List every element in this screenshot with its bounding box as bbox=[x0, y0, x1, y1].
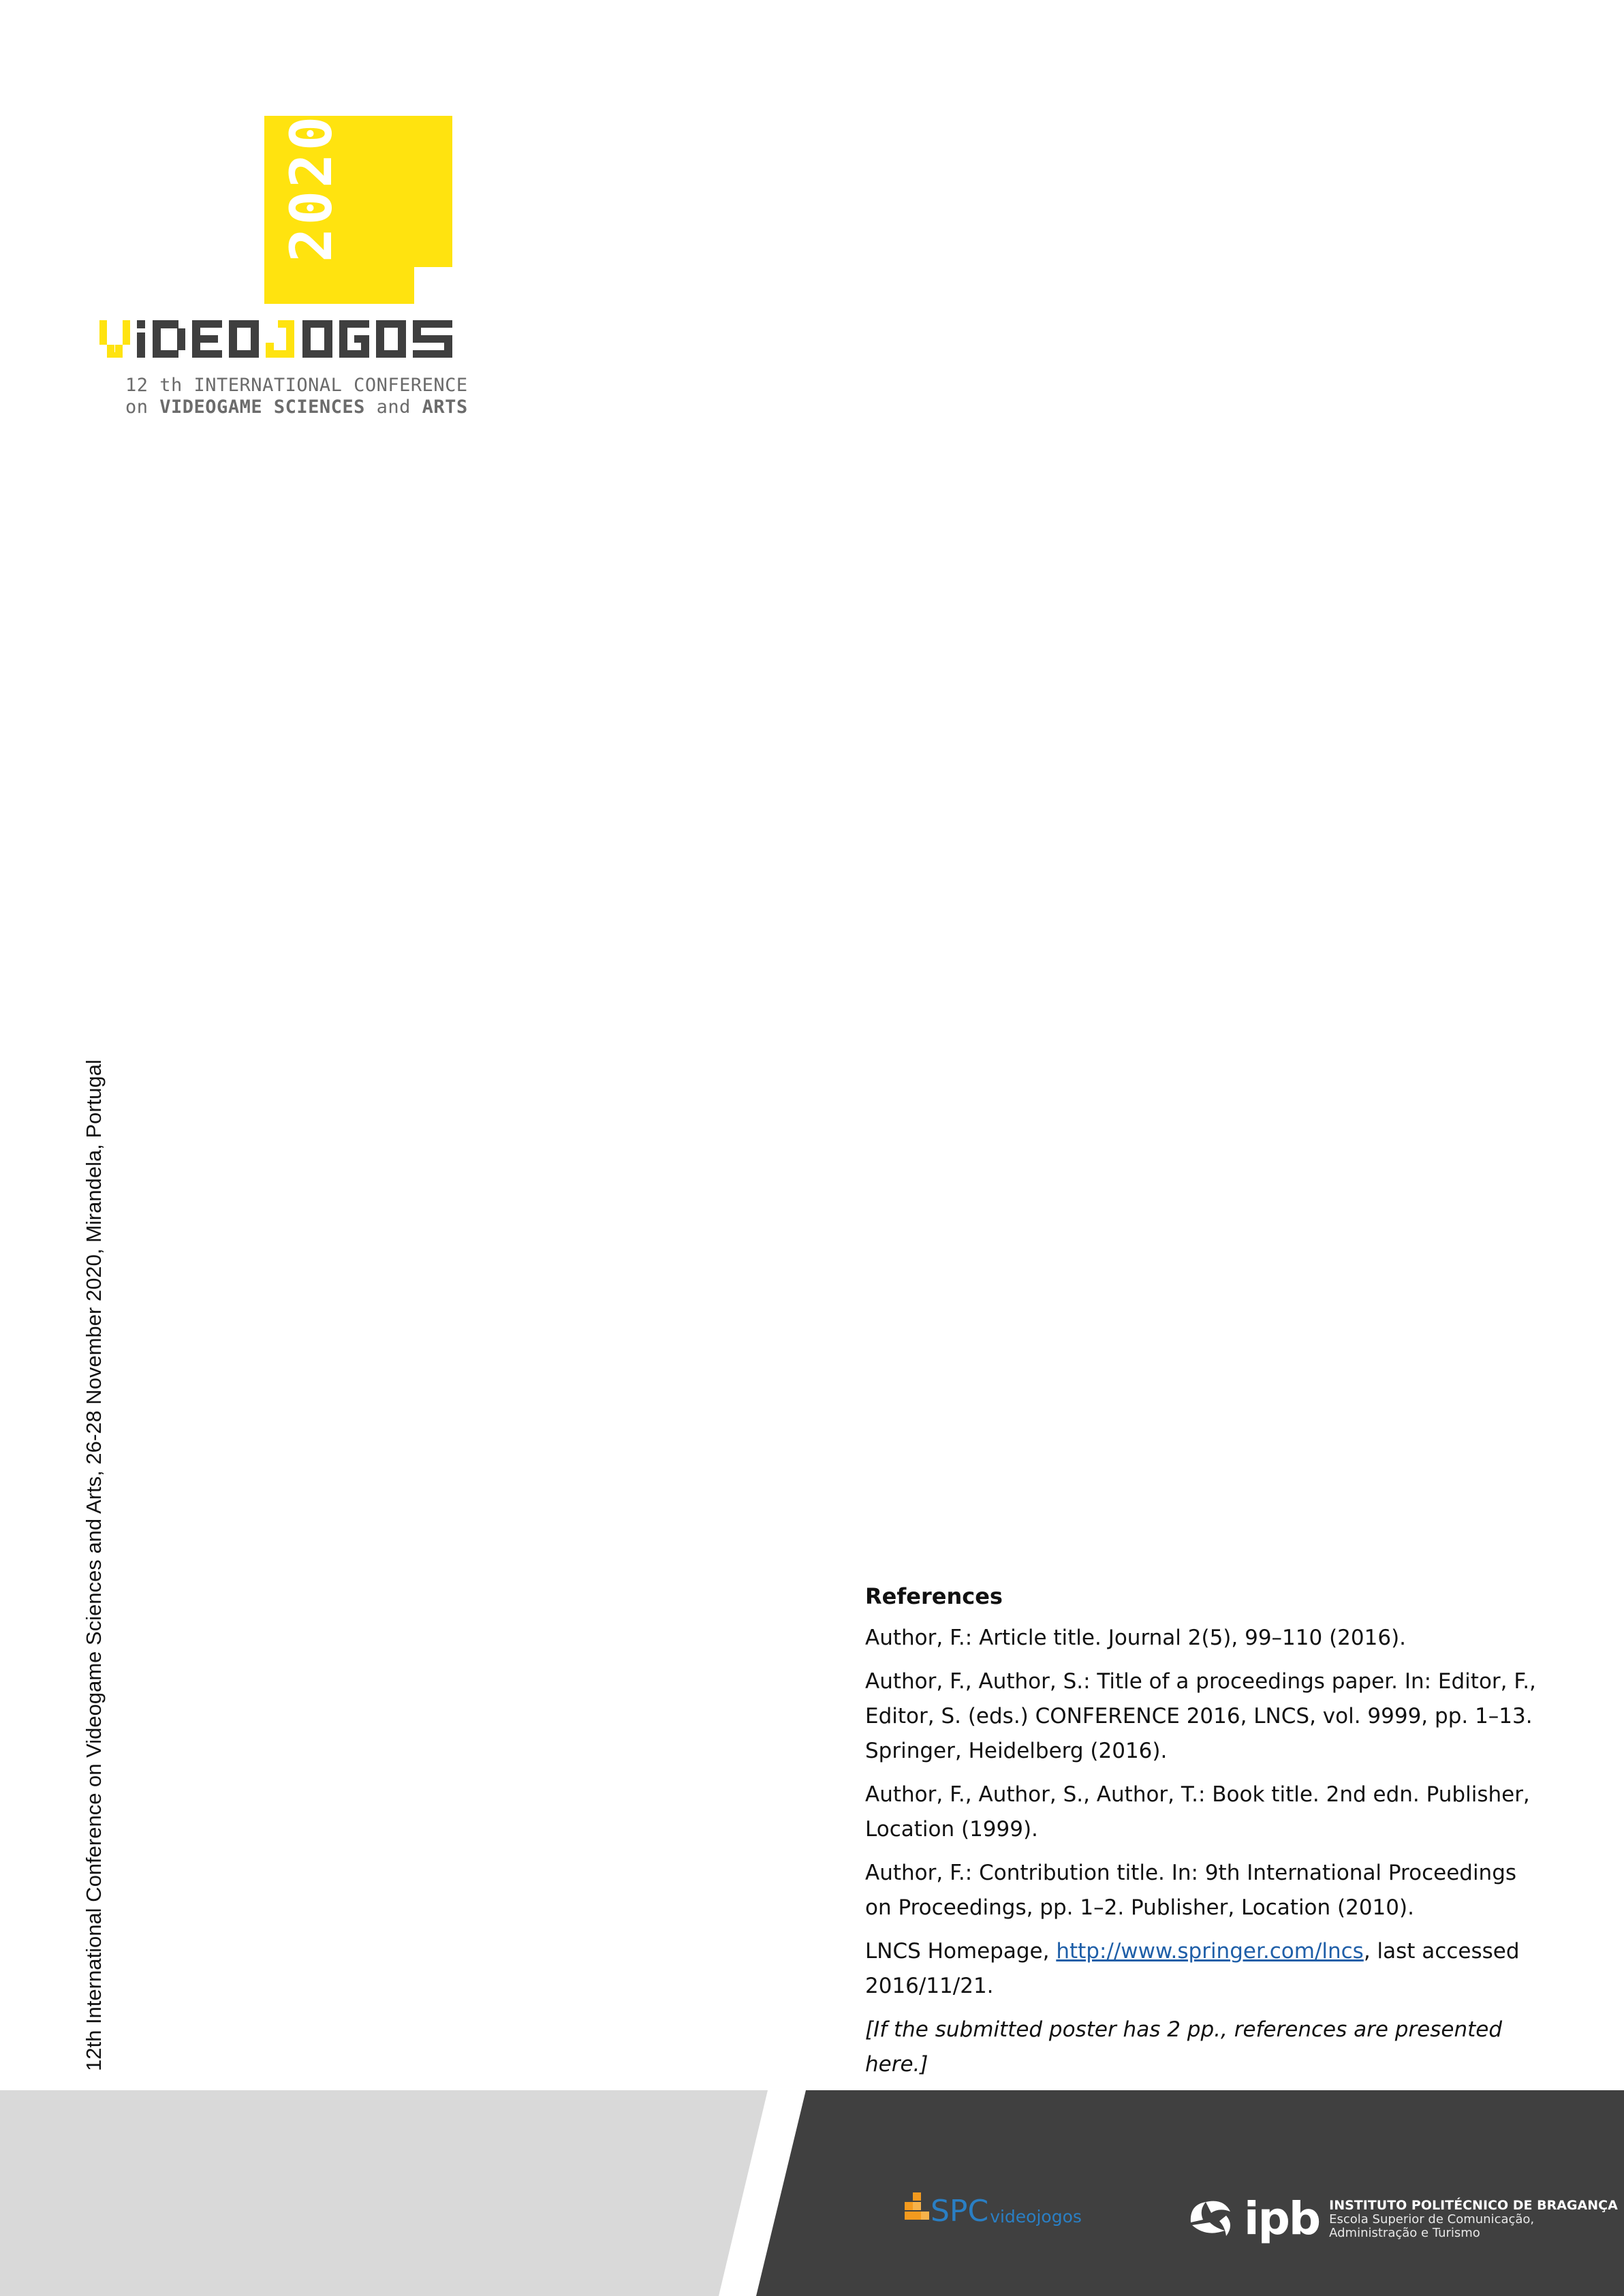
tagline-prefix: on bbox=[125, 397, 160, 418]
reference-item: Author, F., Author, S., Author, T.: Book title. 2nd edn. Publisher, Location (1999). bbox=[865, 1782, 1530, 1842]
tagline-bold-2: ARTS bbox=[422, 397, 468, 418]
logo-year: 2020 bbox=[278, 113, 345, 262]
ipb-name: INSTITUTO POLITÉCNICO DE BRAGANÇA bbox=[1329, 2198, 1618, 2213]
ipb-school-line1: Escola Superior de Comunicação, bbox=[1329, 2212, 1535, 2227]
ipb-name-block bbox=[1329, 2198, 1618, 2240]
tagline-mid: and bbox=[364, 397, 422, 418]
reference-item: Author, F.: Contribution title. In: 9th International Proceedings on Proceedings, pp. 1–2. Publisher, Location (2010). bbox=[865, 1861, 1517, 1920]
tagline-bold-1: VIDEOGAME SCIENCES bbox=[159, 397, 365, 418]
spc-videojogos-logo bbox=[903, 2192, 1082, 2227]
ipb-emblem-icon bbox=[1185, 2195, 1240, 2243]
reference-item: Author, F.: Article title. Journal 2(5), 99–110 (2016). bbox=[865, 1626, 1407, 1650]
reference-item: Author, F., Author, S.: Title of a proceedings paper. In: Editor, F., Editor, S. (eds.) CONFERENCE 2016, LNCS, vol. 9999, pp. 1–13. Springer, Heidelberg (2016). bbox=[865, 1669, 1536, 1763]
lncs-suffix: , last accessed 2016/11/21. bbox=[865, 1939, 1520, 1998]
lncs-homepage-link[interactable]: http://www.springer.com/lncs bbox=[1056, 1939, 1364, 1964]
references-heading: References bbox=[865, 1583, 1003, 1609]
logo-tagline-line1: 12 th INTERNATIONAL CONFERENCE bbox=[125, 375, 468, 396]
reference-item-lncs bbox=[865, 1934, 1540, 2004]
conference-side-text: 12th International Conference on Videogame Sciences and Arts, 26-28 November 2020, Mirandela, Portugal bbox=[82, 1059, 106, 2071]
ipb-mark: ipb bbox=[1244, 2192, 1320, 2245]
references-section bbox=[865, 1579, 1540, 2091]
spc-logo-text: SPC bbox=[931, 2194, 989, 2229]
footer-background bbox=[0, 2090, 1624, 2296]
references-note: [If the submitted poster has 2 pp., references are presented here.] bbox=[865, 2017, 1503, 2077]
lncs-prefix: LNCS Homepage, bbox=[865, 1939, 1057, 1964]
conference-logo bbox=[0, 0, 477, 436]
logo-tagline-line2 bbox=[125, 397, 468, 418]
footer-band bbox=[0, 2090, 1624, 2296]
spc-logo-sub: videojogos bbox=[990, 2207, 1082, 2227]
ipb-school-line2: Administração e Turismo bbox=[1329, 2226, 1480, 2240]
videojogos-logo-graphic bbox=[0, 0, 477, 436]
logo-wordmark bbox=[99, 320, 452, 358]
spc-blocks-icon bbox=[903, 2191, 931, 2227]
ipb-logo bbox=[1185, 2192, 1618, 2245]
